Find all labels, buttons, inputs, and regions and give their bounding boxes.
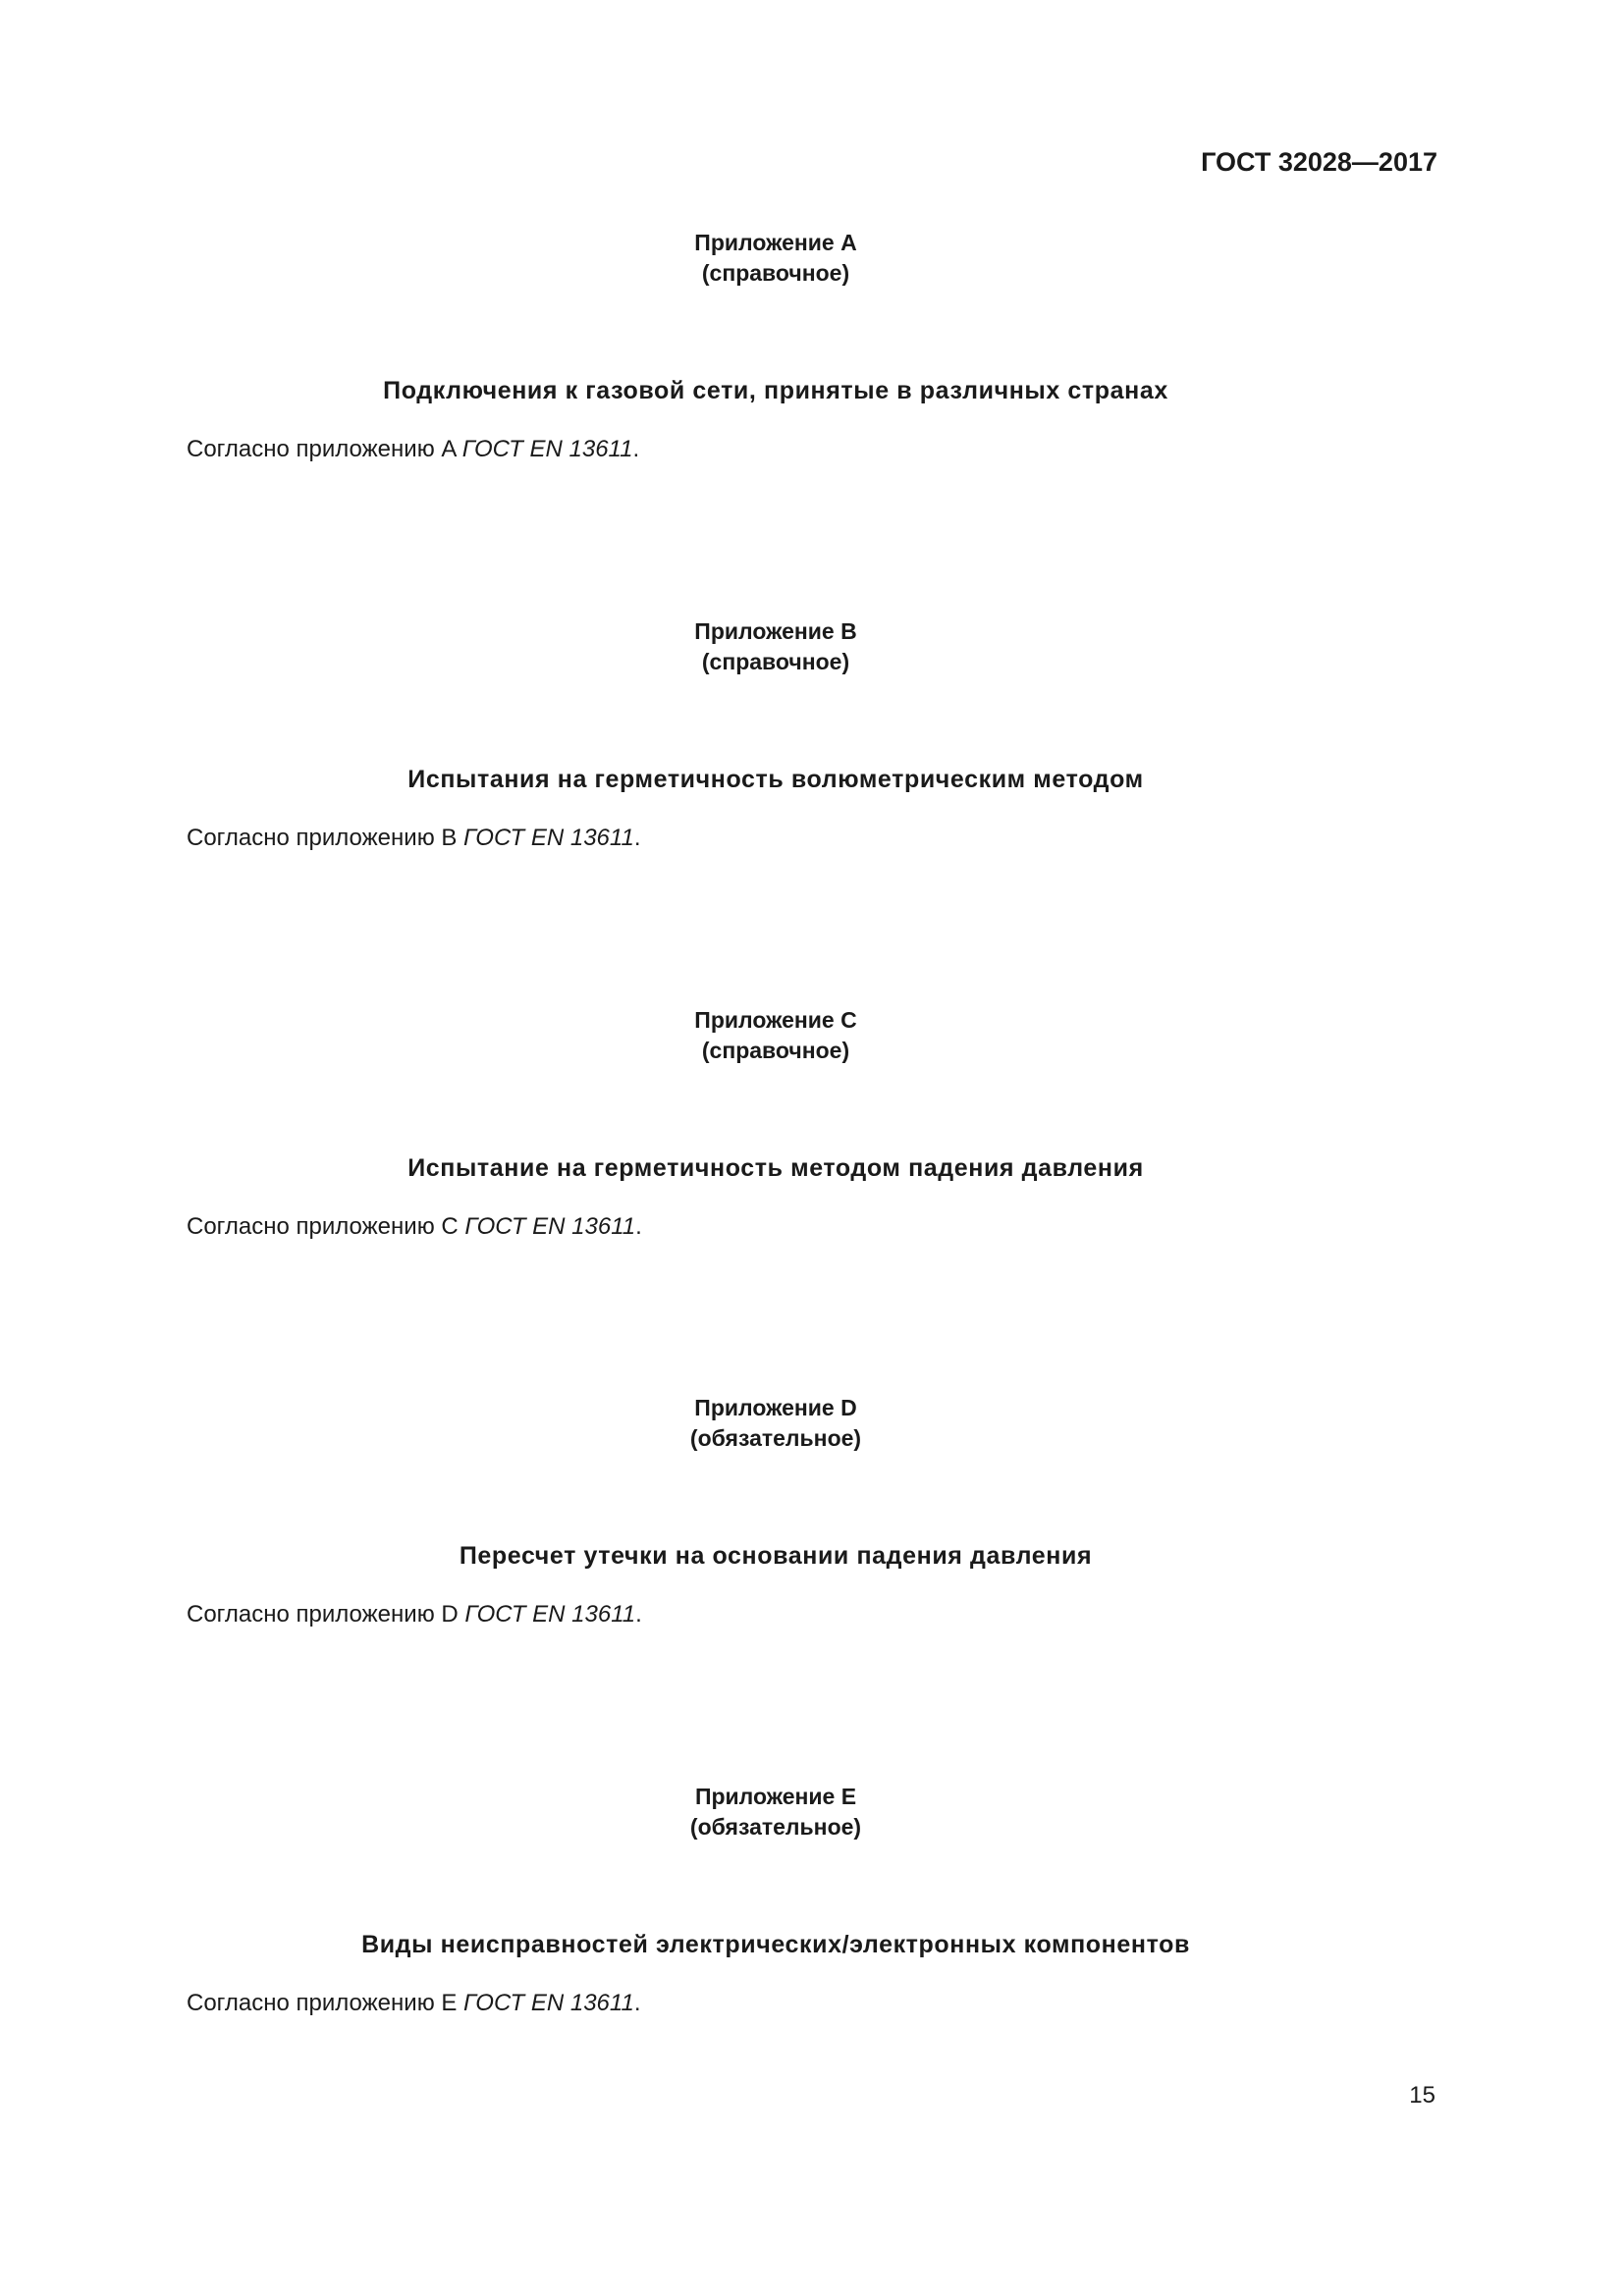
- appendix-status: (справочное): [701, 649, 850, 674]
- appendix-d: [0, 1393, 1624, 1717]
- appendix-status: (обязательное): [689, 1425, 862, 1451]
- appendix-title: Виды неисправностей электрических/электронных компонентов: [361, 1931, 1190, 1958]
- text: Согласно приложению C: [187, 1213, 465, 1240]
- appendix-heading: [0, 228, 1551, 289]
- appendix-a: [0, 228, 1624, 552]
- appendix-title: Испытания на герметичность волюметрическим методом: [407, 766, 1144, 793]
- text: Согласно приложению E: [187, 1990, 464, 2016]
- text: .: [633, 825, 641, 851]
- appendix-title: Испытание на герметичность методом падения давления: [407, 1154, 1144, 1182]
- text: Согласно приложению A: [187, 436, 462, 462]
- appendix-status: (справочное): [701, 260, 850, 286]
- appendix-heading: [0, 616, 1551, 677]
- reference: ГОСТ EN 13611: [464, 1213, 636, 1240]
- reference: ГОСТ EN 13611: [463, 825, 634, 851]
- appendix-status: (обязательное): [689, 1814, 862, 1840]
- appendix-label: Приложение A: [694, 230, 857, 255]
- appendix-e: [0, 1782, 1624, 2106]
- appendix-label: Приложение B: [694, 618, 857, 644]
- text: Согласно приложению D: [187, 1601, 465, 1628]
- appendix-heading: [0, 1005, 1551, 1066]
- appendix-label: Приложение E: [694, 1784, 857, 1809]
- text: .: [635, 1601, 642, 1628]
- appendix-label: Приложение C: [694, 1007, 857, 1033]
- appendix-text: [187, 1601, 642, 1629]
- appendix-text: [187, 1213, 642, 1241]
- text: .: [635, 1213, 642, 1240]
- appendix-title: Подключения к газовой сети, принятые в различных странах: [383, 377, 1168, 404]
- appendix-text: [187, 825, 640, 852]
- appendix-text: [187, 436, 639, 463]
- document-id: ГОСТ 32028—2017: [1201, 147, 1437, 177]
- appendix-b: [0, 616, 1624, 940]
- text: .: [633, 1990, 641, 2016]
- appendix-title: Пересчет утечки на основании падения давления: [459, 1542, 1093, 1570]
- text: .: [632, 436, 640, 462]
- page-number: 15: [1409, 2082, 1435, 2109]
- appendix-heading: [0, 1782, 1551, 1842]
- appendix-heading: [0, 1393, 1551, 1454]
- appendix-label: Приложение D: [694, 1395, 857, 1420]
- reference: ГОСТ EN 13611: [461, 436, 633, 462]
- appendix-c: [0, 1005, 1624, 1329]
- appendix-status: (справочное): [701, 1038, 850, 1063]
- reference: ГОСТ EN 13611: [463, 1990, 634, 2016]
- text: Согласно приложению B: [187, 825, 464, 851]
- appendix-text: [187, 1990, 640, 2017]
- reference: ГОСТ EN 13611: [464, 1601, 636, 1628]
